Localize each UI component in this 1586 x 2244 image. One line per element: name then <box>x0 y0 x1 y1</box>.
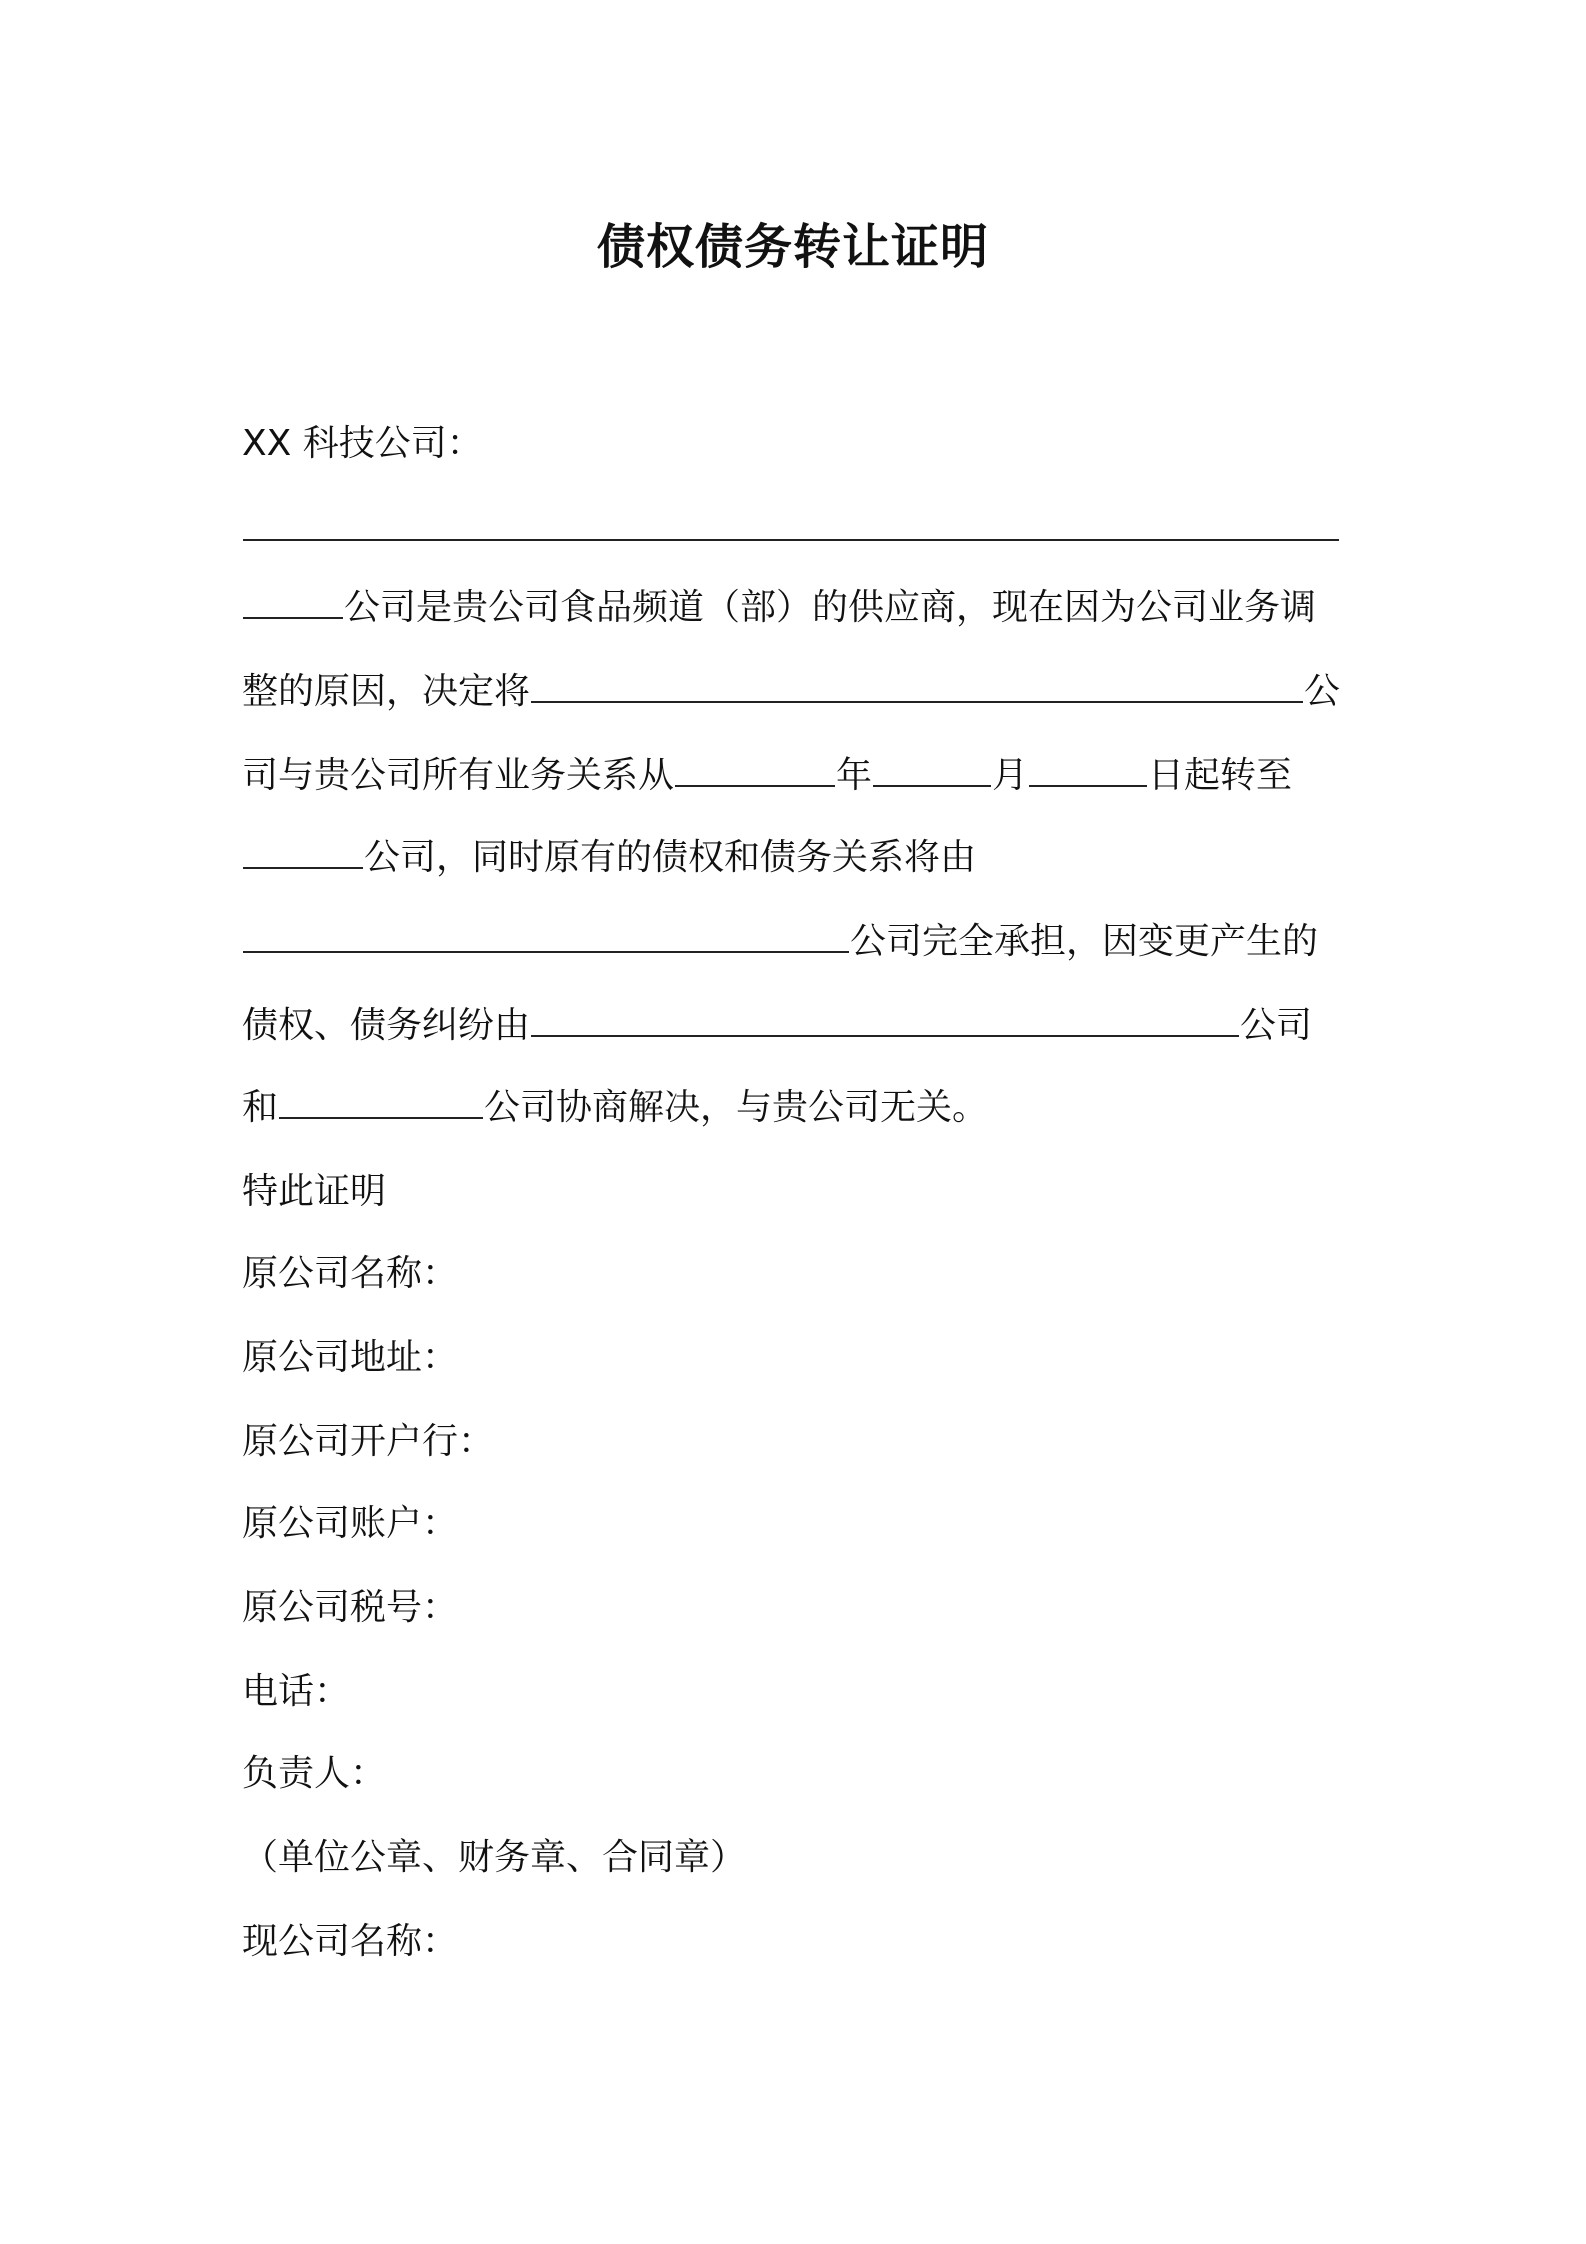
blank-field <box>1029 749 1147 787</box>
field-new-company-name: 现公司名称： <box>242 1921 459 1962</box>
body-text: 公司 <box>1240 1005 1313 1046</box>
body-text: 日起转至 <box>1148 755 1293 796</box>
blank-field <box>675 749 835 787</box>
body-line-6 <box>242 914 1318 970</box>
body-text: 公司完全承担，因变更产生的 <box>850 921 1319 962</box>
body-text: 公司协商解决，与贵公司无关。 <box>484 1087 989 1128</box>
blank-field <box>243 581 343 619</box>
field-phone: 电话： <box>242 1671 351 1712</box>
seal-note: （单位公章、财务章、合同章） <box>242 1837 747 1878</box>
body-line-3 <box>242 664 1340 720</box>
blank-field <box>279 1081 483 1119</box>
body-text: 公 <box>1304 671 1341 712</box>
body-text: 整的原因，决定将 <box>242 671 531 712</box>
blank-field <box>873 749 991 787</box>
body-text: 和 <box>242 1087 279 1128</box>
body-text: 月 <box>992 755 1029 796</box>
body-text: 司与贵公司所有业务关系从 <box>242 755 675 796</box>
field-original-company-bank: 原公司开户行： <box>242 1421 495 1462</box>
document-title: 债权债务转让证明 <box>596 219 989 275</box>
body-line-5 <box>242 830 976 886</box>
field-original-company-address: 原公司地址： <box>242 1337 459 1378</box>
body-line-2 <box>242 580 1316 636</box>
body-line-1 <box>242 502 1340 558</box>
blank-field <box>531 665 1303 703</box>
body-text: 年 <box>836 755 873 796</box>
body-line-7 <box>242 998 1312 1054</box>
body-text: 公司，同时原有的债权和债务关系将由 <box>364 837 977 878</box>
blank-field <box>243 915 849 953</box>
field-original-company-account: 原公司账户： <box>242 1503 459 1544</box>
field-original-company-name: 原公司名称： <box>242 1253 459 1294</box>
body-text: 公司是贵公司食品频道（部）的供应商，现在因为公司业务调 <box>344 587 1317 628</box>
body-line-8 <box>242 1080 988 1136</box>
field-original-company-tax-id: 原公司税号： <box>242 1587 459 1628</box>
body-line-4 <box>242 748 1292 804</box>
blank-field <box>243 831 363 869</box>
closing-statement: 特此证明 <box>242 1171 387 1212</box>
blank-field <box>243 503 1339 541</box>
body-text: 债权、债务纠纷由 <box>242 1005 531 1046</box>
salutation: XX 科技公司： <box>242 423 483 464</box>
blank-field <box>531 999 1239 1037</box>
field-responsible-person: 负责人： <box>242 1753 387 1794</box>
